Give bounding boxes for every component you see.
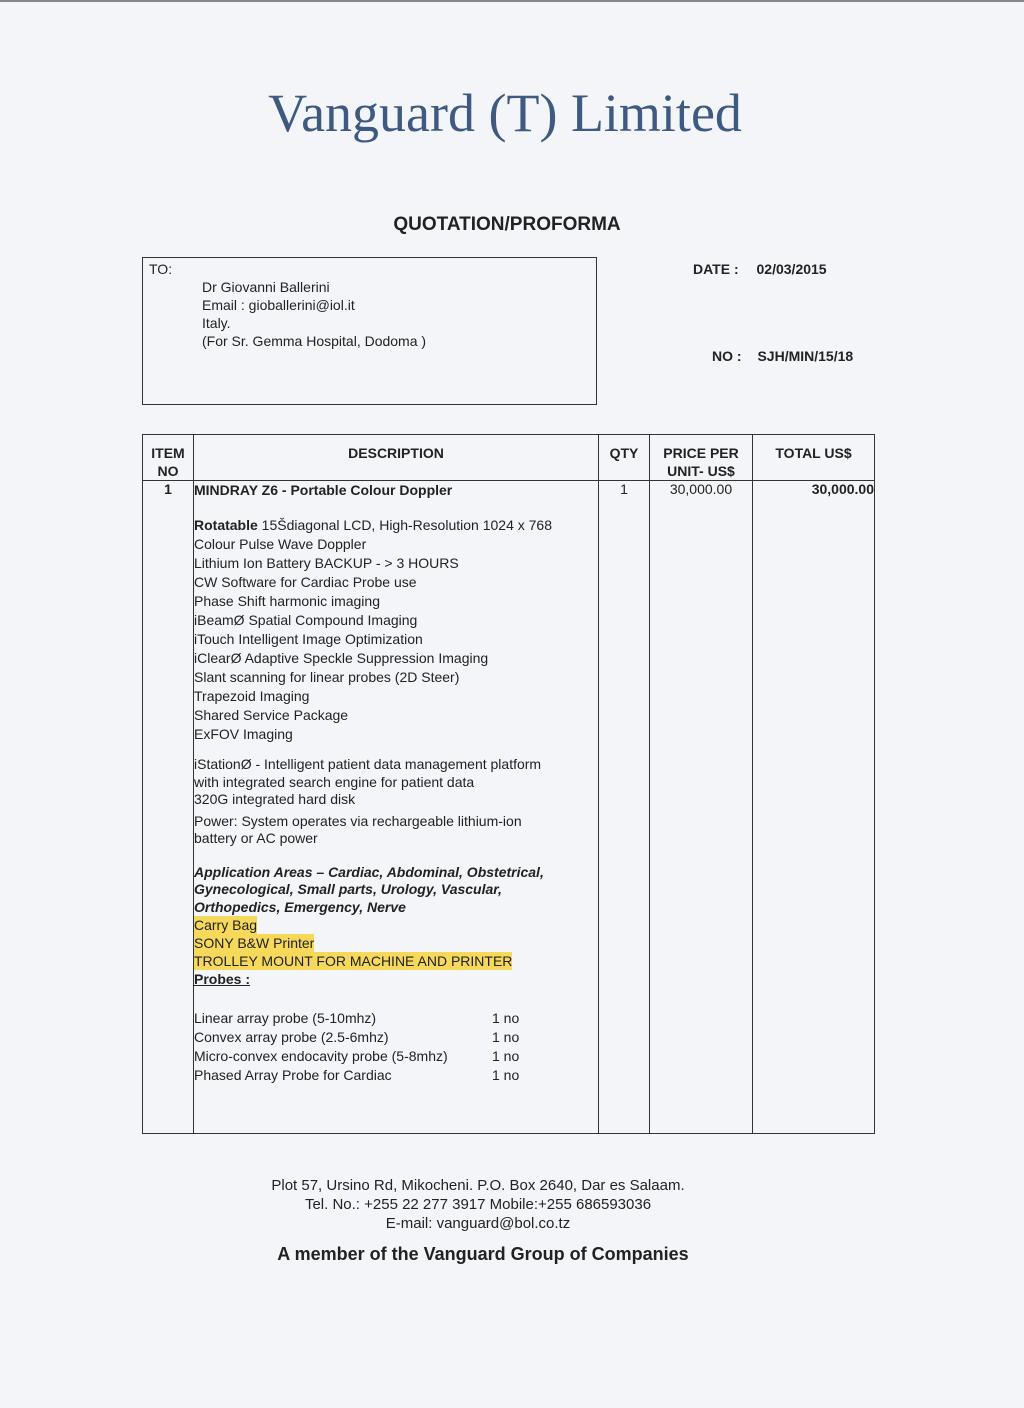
istation-block: iStationØ - Intelligent patient data management platform with integrated search engine for patient data 320G integrated hard disk bbox=[194, 756, 542, 807]
highlighted-item: Carry Bag bbox=[194, 917, 258, 933]
header-price: PRICE PER UNIT- US$ bbox=[650, 435, 753, 481]
table-row bbox=[143, 481, 875, 1134]
recipient-box bbox=[142, 257, 597, 405]
feature-item: iClearØ Adaptive Speckle Suppression Imaging bbox=[194, 650, 489, 666]
member-statement: A member of the Vanguard Group of Companies bbox=[277, 1244, 689, 1264]
recipient-line: (For Sr. Gemma Hospital, Dodoma ) bbox=[202, 333, 427, 349]
list-item bbox=[194, 1066, 598, 1085]
header-total: TOTAL US$ bbox=[753, 435, 875, 481]
header-description: DESCRIPTION bbox=[194, 435, 599, 481]
header-qty: QTY bbox=[599, 435, 650, 481]
probe-name: Linear array probe (5-10mhz) bbox=[194, 1010, 377, 1026]
list-item bbox=[194, 1028, 598, 1047]
probes-heading: Probes : bbox=[194, 971, 251, 987]
document-title: QUOTATION/PROFORMA bbox=[393, 214, 621, 235]
feature-bold: Rotatable bbox=[194, 517, 258, 533]
probe-qty: 1 no bbox=[492, 1010, 520, 1026]
feature-item: iTouch Intelligent Image Optimization bbox=[194, 631, 423, 647]
product-name: MINDRAY Z6 - Portable Colour Doppler bbox=[194, 482, 453, 498]
number-label: NO : bbox=[712, 348, 742, 364]
number-field bbox=[712, 348, 853, 364]
items-table bbox=[142, 434, 875, 1134]
item-total: 30,000.00 bbox=[753, 481, 875, 1134]
date-label: DATE : bbox=[693, 261, 739, 277]
recipient-line: Email : gioballerini@iol.it bbox=[202, 297, 355, 313]
list-item bbox=[194, 1009, 598, 1028]
probe-qty: 1 no bbox=[492, 1048, 520, 1064]
probe-qty: 1 no bbox=[492, 1029, 520, 1045]
power-block: Power: System operates via rechargeable lithium-ion battery or AC power bbox=[194, 812, 522, 846]
application-areas: Application Areas – Cardiac, Abdominal, Obstetrical, Gynecological, Small parts, Urology, Vascular, Orthopedics, Emergency, Nerve bbox=[194, 863, 544, 915]
number-value: SJH/MIN/15/18 bbox=[757, 348, 854, 364]
feature-item: Phase Shift harmonic imaging bbox=[194, 593, 380, 609]
list-item bbox=[194, 1047, 598, 1066]
highlighted-item: TROLLEY MOUNT FOR MACHINE AND PRINTER bbox=[194, 953, 513, 969]
header-item-no: ITEM NO bbox=[143, 435, 194, 481]
company-name: Vanguard (T) Limited bbox=[268, 83, 742, 143]
item-description bbox=[194, 481, 599, 1134]
feature-item: Trapezoid Imaging bbox=[194, 688, 310, 704]
feature-item: Shared Service Package bbox=[194, 707, 349, 723]
recipient-address bbox=[202, 278, 426, 350]
recipient-line: Dr Giovanni Ballerini bbox=[202, 279, 330, 295]
recipient-line: Italy. bbox=[202, 315, 231, 331]
item-number: 1 bbox=[143, 481, 194, 1134]
feature-item: CW Software for Cardiac Probe use bbox=[194, 574, 417, 590]
footer-address: Plot 57, Ursino Rd, Mikocheni. P.O. Box 2640, Dar es Salaam. bbox=[271, 1177, 685, 1194]
feature-item: Rotatable 15Šdiagonal LCD, High-Resolution 1024 x 768 bbox=[194, 517, 552, 533]
footer-tel: Tel. No.: +255 22 277 3917 Mobile:+255 686593036 bbox=[304, 1196, 652, 1213]
item-unit-price: 30,000.00 bbox=[650, 481, 753, 1134]
footer-email: E-mail: vanguard@bol.co.tz bbox=[385, 1215, 571, 1232]
probe-qty: 1 no bbox=[492, 1067, 520, 1083]
date-field bbox=[693, 261, 827, 277]
feature-item: Colour Pulse Wave Doppler bbox=[194, 536, 367, 552]
feature-item: ExFOV Imaging bbox=[194, 726, 293, 742]
probe-name: Convex array probe (2.5-6mhz) bbox=[194, 1029, 389, 1045]
date-value: 02/03/2015 bbox=[756, 261, 827, 277]
to-label: TO: bbox=[149, 261, 173, 277]
top-rule bbox=[0, 0, 1024, 2]
feature-item: Lithium Ion Battery BACKUP - > 3 HOURS bbox=[194, 555, 459, 571]
probe-list bbox=[194, 1009, 598, 1085]
feature-item: Slant scanning for linear probes (2D Steer) bbox=[194, 669, 460, 685]
probe-name: Phased Array Probe for Cardiac bbox=[194, 1067, 392, 1083]
feature-list bbox=[194, 516, 598, 744]
item-qty: 1 bbox=[599, 481, 650, 1134]
highlighted-item: SONY B&W Printer bbox=[194, 935, 315, 951]
probe-name: Micro-convex endocavity probe (5-8mhz) bbox=[194, 1048, 448, 1064]
highlighted-extras bbox=[194, 916, 598, 970]
feature-item: iBeamØ Spatial Compound Imaging bbox=[194, 612, 418, 628]
footer-contact bbox=[0, 1176, 956, 1233]
